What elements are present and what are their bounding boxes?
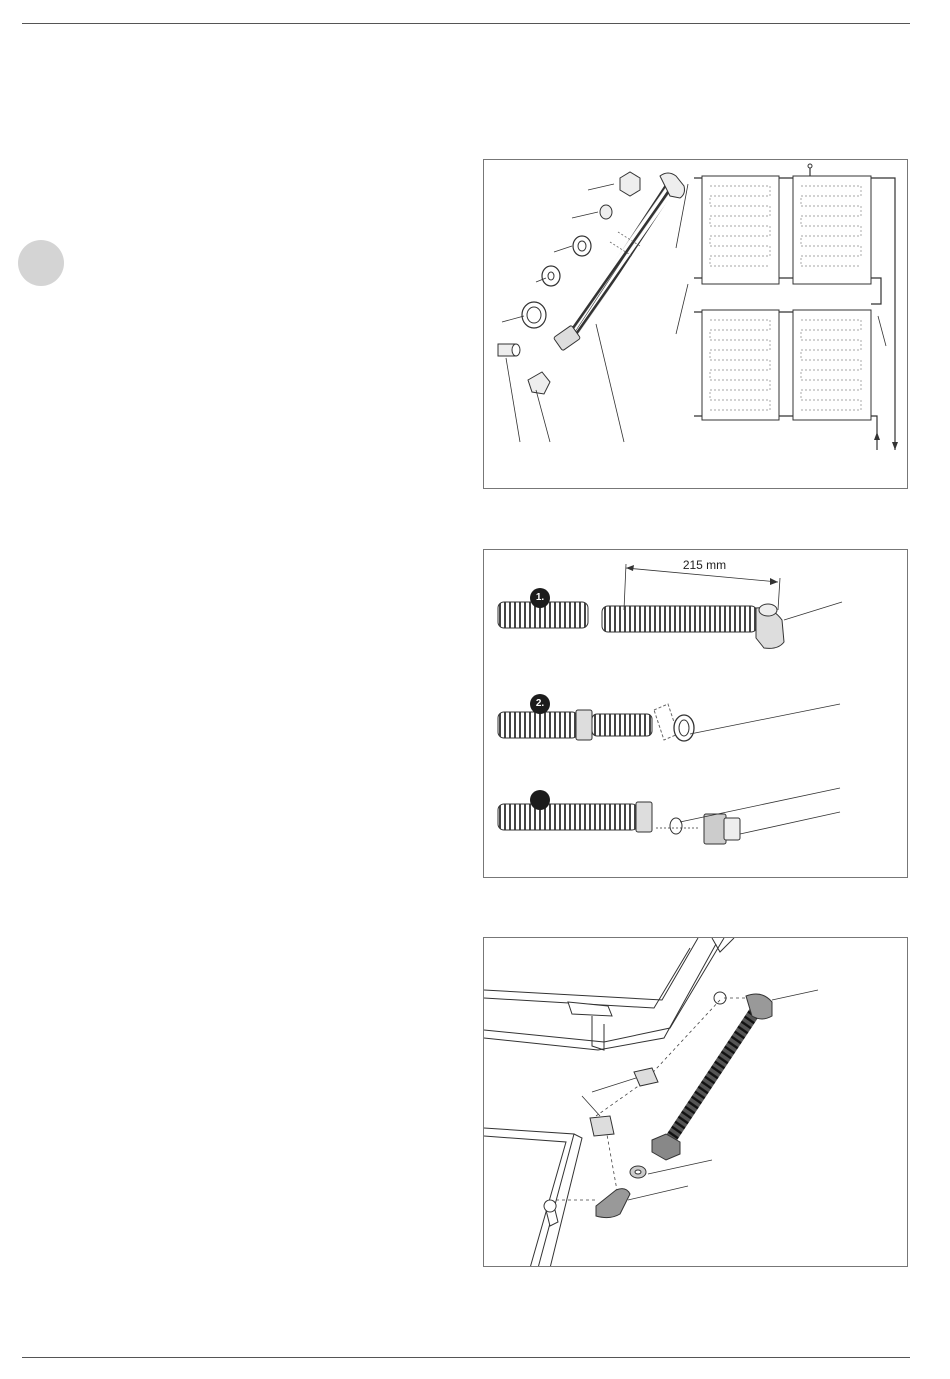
step-badge-1: 1. — [530, 588, 550, 608]
figure-collector-connection — [483, 159, 908, 489]
figure-hose-preparation — [483, 549, 908, 878]
nut-part — [620, 172, 640, 196]
washer — [670, 818, 682, 834]
corrugated-hose — [666, 1010, 756, 1146]
lower-collector-frame — [484, 1128, 582, 1267]
collector-connection-drawing — [484, 160, 908, 489]
figure-collector-mounting — [483, 937, 908, 1267]
footer-rule — [22, 1357, 910, 1358]
hose-segment-3 — [498, 804, 638, 830]
collector-mounting-drawing — [484, 938, 908, 1267]
header-rule — [22, 23, 910, 24]
dimension-line — [624, 564, 780, 610]
hose-segment-2 — [498, 712, 578, 738]
upper-collector-frame — [484, 938, 734, 1050]
hose-clip-2 — [590, 1116, 614, 1136]
threaded-adapter — [704, 814, 726, 844]
union-nut — [576, 710, 592, 740]
elbow-fitting-bottom — [596, 1189, 630, 1218]
dimension-label: 215 mm — [682, 558, 727, 572]
step-badge-2: 2. — [530, 694, 550, 714]
ring-part-1 — [600, 205, 612, 219]
hose-segment-cut — [602, 606, 757, 632]
step-badge-3 — [530, 790, 550, 810]
elbow-fitting-bottom — [528, 372, 550, 394]
collector-array — [702, 176, 871, 420]
section-marker-circle — [18, 240, 64, 286]
